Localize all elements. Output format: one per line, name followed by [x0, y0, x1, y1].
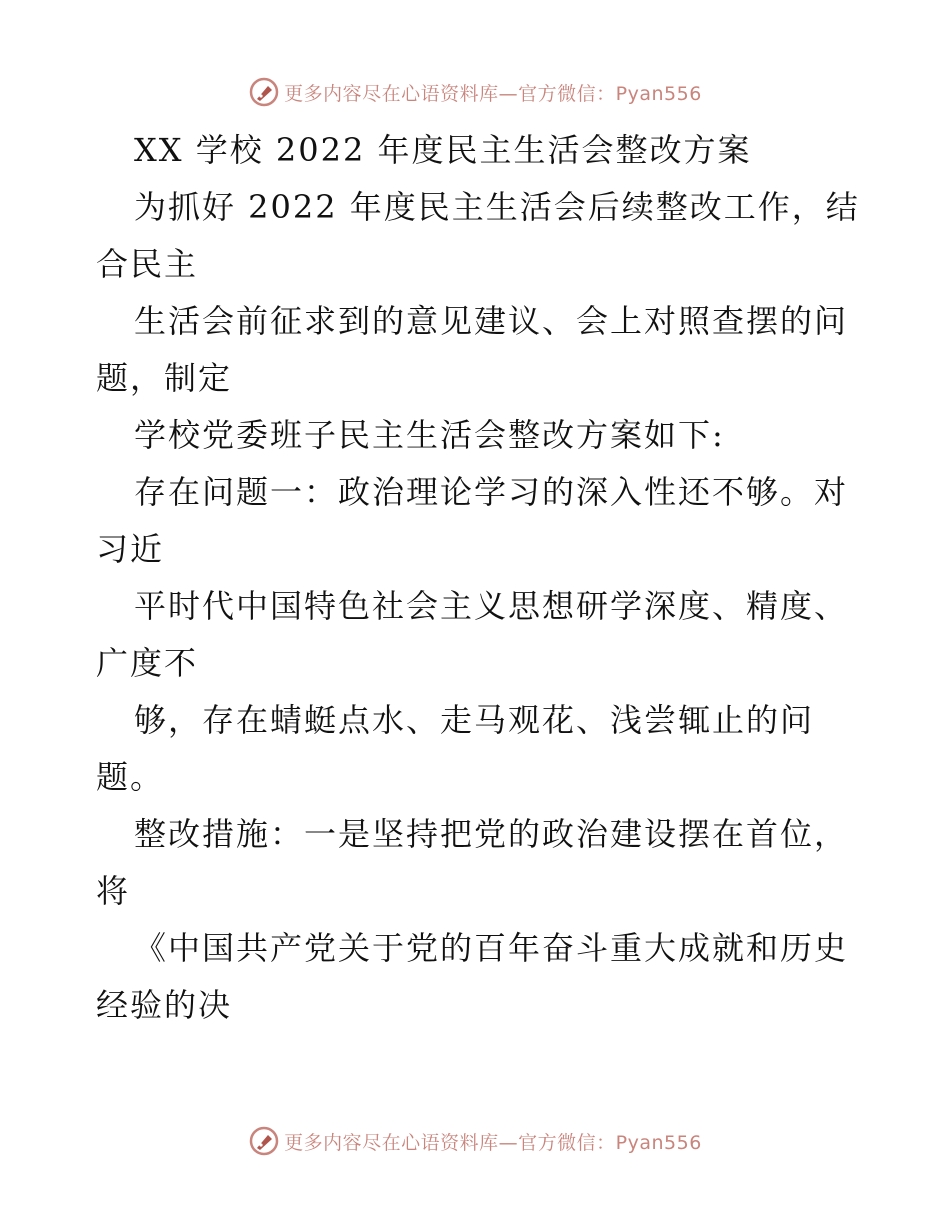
pen-nib-logo-icon: [248, 76, 280, 108]
paragraph-line: 为抓好 2022 年度民主生活会后续整改工作，结: [134, 188, 860, 226]
paragraph-line: 整改措施：一是坚持把党的政治建设摆在首位，: [134, 815, 849, 853]
pen-nib-logo-icon: [248, 1125, 280, 1157]
paragraph-line: 存在问题一：政治理论学习的深入性还不够。对: [134, 473, 849, 511]
paragraph-line: 将: [96, 872, 131, 910]
paragraph-line: 生活会前征求到的意见建议、会上对照查摆的问: [134, 302, 849, 340]
paragraph-line: 学校党委班子民主生活会整改方案如下:: [134, 416, 725, 454]
paragraph-line: 题，制定: [96, 359, 233, 397]
header-watermark: [0, 72, 950, 112]
watermark-text: 更多内容尽在心语资料库—官方微信：Pyan556: [284, 1131, 702, 1154]
document-body: [96, 122, 860, 1034]
paragraph-line: 《中国共产党关于党的百年奋斗重大成就和历史: [134, 929, 849, 967]
paragraph-line: 题。: [96, 758, 165, 796]
paragraph-line: 平时代中国特色社会主义思想研学深度、精度、: [134, 587, 849, 625]
paragraph-line: 习近: [96, 530, 165, 568]
paragraph-line: 合民主: [96, 245, 199, 283]
watermark-text: 更多内容尽在心语资料库—官方微信：Pyan556: [284, 82, 702, 105]
footer-watermark: [0, 1121, 950, 1161]
document-title: XX 学校 2022 年度民主生活会整改方案: [134, 131, 752, 169]
paragraph-line: 广度不: [96, 644, 199, 682]
paragraph-line: 经验的决: [96, 986, 233, 1024]
paragraph-line: 够，存在蜻蜓点水、走马观花、浅尝辄止的问: [134, 701, 815, 739]
